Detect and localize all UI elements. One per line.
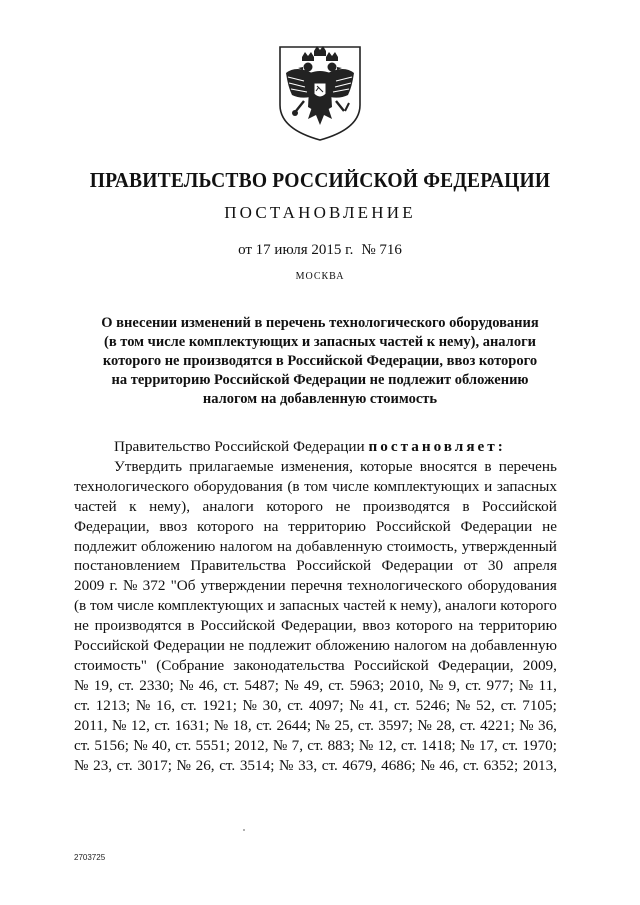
body-line bbox=[74, 716, 557, 736]
body-word: № bbox=[349, 696, 364, 714]
body-word: ст. bbox=[117, 676, 135, 694]
body-word: которого bbox=[396, 617, 453, 635]
body-word: нему), bbox=[149, 497, 190, 515]
body-word: 5963; bbox=[349, 676, 385, 694]
body-word: 977; bbox=[486, 676, 514, 694]
body-word: Федерации bbox=[460, 517, 533, 535]
document-number: № 716 bbox=[361, 242, 402, 258]
body-word: 4097; bbox=[308, 696, 344, 714]
body-word: 1921; bbox=[202, 696, 237, 714]
body-word: № bbox=[213, 716, 229, 734]
body-word: № bbox=[518, 676, 534, 694]
body-word: № bbox=[428, 676, 444, 694]
body-line bbox=[74, 576, 557, 596]
body-word: запасных bbox=[496, 477, 557, 495]
body-word: Российской bbox=[353, 656, 429, 674]
body-word: ввоз bbox=[159, 517, 188, 535]
date-line bbox=[0, 242, 640, 259]
body-word: (в bbox=[287, 477, 300, 495]
body-word: № bbox=[455, 696, 471, 714]
body-intro-action: постановляет: bbox=[368, 438, 506, 455]
document-type: ПОСТАНОВЛЕНИЕ bbox=[224, 203, 416, 222]
body-word: которого bbox=[197, 517, 254, 535]
body-word: ст. bbox=[154, 716, 171, 734]
body-word: ст. bbox=[219, 756, 236, 774]
body-word: Правительства bbox=[190, 557, 286, 575]
body-word: территорию bbox=[288, 517, 367, 535]
body-word: в bbox=[462, 497, 470, 515]
body-line bbox=[74, 457, 557, 477]
body-word: Российской bbox=[74, 637, 149, 655]
body-word: № bbox=[519, 716, 534, 734]
body-word: 5551; bbox=[195, 736, 231, 754]
body-word: № bbox=[417, 716, 432, 734]
body-word: № bbox=[176, 756, 192, 774]
body-word: от bbox=[463, 557, 478, 575]
body-word: Российской bbox=[200, 617, 276, 635]
body-word: 18, bbox=[232, 716, 252, 734]
body-word: нему), bbox=[400, 597, 442, 615]
body-word: 11, bbox=[538, 676, 557, 694]
body-word: 2009, bbox=[522, 656, 557, 674]
body-word: № bbox=[133, 736, 148, 754]
body-intro: Правительство Российской Федерации bbox=[114, 438, 365, 455]
document-subject bbox=[70, 314, 570, 409]
body-word: ст. bbox=[459, 716, 476, 734]
body-word: том bbox=[89, 597, 114, 615]
body-word: ст. bbox=[393, 696, 410, 714]
body-word: 2644; bbox=[276, 716, 312, 734]
body-word: 2011, bbox=[74, 716, 108, 734]
body-word: 12, bbox=[130, 716, 150, 734]
body-word: 5156; bbox=[94, 736, 129, 754]
body-word: № bbox=[74, 756, 89, 774]
body-word: 30 bbox=[487, 557, 504, 575]
body-word: утверждении bbox=[200, 577, 286, 595]
body-word: № bbox=[135, 696, 151, 714]
body-word: 16, bbox=[156, 696, 176, 714]
body-line bbox=[74, 676, 557, 696]
body-line bbox=[74, 556, 557, 576]
city: МОСКВА bbox=[295, 271, 345, 282]
body-word: г. bbox=[109, 577, 118, 595]
subject-line: налогом на добавленную стоимость bbox=[202, 391, 438, 407]
body-line bbox=[74, 696, 557, 716]
body-word: 2010, bbox=[389, 676, 424, 694]
body-word: не bbox=[74, 617, 89, 635]
body-word: 52, bbox=[475, 696, 495, 714]
body-word: комплектующих bbox=[157, 597, 264, 615]
body-word: частей bbox=[343, 597, 386, 615]
body-word: № bbox=[112, 716, 127, 734]
body-word: 3597; bbox=[378, 716, 413, 734]
body-word: 4679, bbox=[342, 756, 377, 774]
body-word: 46, bbox=[439, 756, 459, 774]
body-word: ст. bbox=[180, 696, 197, 714]
body-word: № bbox=[315, 716, 331, 734]
body-word: изменения, bbox=[280, 457, 353, 475]
body-word: 17, bbox=[478, 736, 498, 754]
body-word: на bbox=[263, 517, 279, 535]
body-word: постановлением bbox=[74, 557, 181, 575]
body-line bbox=[74, 596, 557, 616]
body-word: ввоз bbox=[362, 617, 391, 635]
body-word: стоимость, bbox=[386, 537, 458, 555]
body-word: которого bbox=[266, 497, 323, 515]
body-word: 19, bbox=[93, 676, 113, 694]
body-word: на bbox=[276, 537, 292, 555]
body-line bbox=[74, 537, 557, 557]
body-word: частей bbox=[74, 497, 117, 515]
body-word: № bbox=[272, 736, 288, 754]
body-word: ст. bbox=[400, 736, 417, 754]
body-word: 2013, bbox=[522, 756, 557, 774]
body-word: 1213; bbox=[95, 696, 131, 714]
body-word: 1631; bbox=[174, 716, 210, 734]
body-word: прилагаемые bbox=[189, 457, 274, 475]
subject-line: на территорию Российской Федерации не подлежит обложению bbox=[111, 372, 529, 388]
body-word: Российской bbox=[375, 517, 451, 535]
body-word: ст. bbox=[357, 716, 374, 734]
subject-line: которого не производятся в Российской Федерации, ввоз которого bbox=[102, 353, 538, 369]
body-line bbox=[74, 616, 557, 636]
body-word: 23, bbox=[93, 756, 113, 774]
body-word: оборудования bbox=[467, 577, 557, 595]
body-word: 30, bbox=[262, 696, 282, 714]
body-word: 7, bbox=[291, 736, 303, 754]
body-word: обложению bbox=[140, 537, 216, 555]
body-word: к bbox=[129, 497, 137, 515]
body-word: ст. bbox=[116, 756, 133, 774]
body-word: ст. bbox=[256, 716, 273, 734]
scan-dot bbox=[243, 829, 245, 831]
body-word: 2009 bbox=[74, 577, 105, 595]
body-word: не bbox=[542, 517, 557, 535]
body-word: подлежит bbox=[74, 537, 137, 555]
body-word: Федерации, bbox=[74, 517, 150, 535]
body-word: числе bbox=[332, 477, 369, 495]
body-word: 40, bbox=[151, 736, 171, 754]
body-word: 4686; bbox=[381, 756, 416, 774]
body-word: 28, bbox=[436, 716, 456, 734]
body-word: на bbox=[458, 617, 474, 635]
body-word: запасных bbox=[279, 597, 340, 615]
body-word: добавленную bbox=[296, 537, 383, 555]
body-word: 33, bbox=[298, 756, 318, 774]
body-word: перечень bbox=[498, 457, 557, 475]
body-word: 46, bbox=[198, 676, 218, 694]
body-word: ст. bbox=[465, 676, 482, 694]
body-word: ст. bbox=[223, 676, 240, 694]
subject-line: (в том числе комплектующих и запасных частей к нему), аналоги bbox=[103, 334, 537, 350]
body-word: не bbox=[335, 497, 351, 515]
body-word: и bbox=[267, 597, 276, 615]
document-code: 2703725 bbox=[74, 853, 106, 862]
body-word: 3514; bbox=[239, 756, 275, 774]
body-word: технологического bbox=[74, 477, 189, 495]
body-word: перечня bbox=[290, 577, 343, 595]
body-intro-line bbox=[74, 437, 557, 457]
body-word: 41, bbox=[369, 696, 389, 714]
body-word: ст. bbox=[462, 756, 480, 774]
body-word: 2330; bbox=[139, 676, 174, 694]
body-line bbox=[74, 517, 557, 537]
body-word: налогом bbox=[394, 637, 448, 655]
body-word: числе bbox=[117, 597, 154, 615]
body-word: не bbox=[229, 637, 245, 655]
body-word: "Об bbox=[170, 577, 196, 595]
body-word: производятся bbox=[362, 497, 450, 515]
body-word: в bbox=[187, 617, 195, 635]
body-word: № bbox=[179, 676, 194, 694]
body-word: Утвердить bbox=[114, 457, 183, 475]
body-word: ст. bbox=[500, 696, 517, 714]
body-word: № bbox=[74, 676, 89, 694]
body-word: Федерации, bbox=[281, 617, 357, 635]
body-word: ст. bbox=[287, 696, 304, 714]
coat-of-arms-emblem-icon bbox=[272, 43, 368, 143]
body-word: стоимость" bbox=[74, 656, 147, 674]
body-word: технологического bbox=[347, 577, 463, 595]
body-word: 2012, bbox=[234, 736, 269, 754]
body-word: ст. bbox=[502, 736, 519, 754]
body-word: № bbox=[284, 676, 299, 694]
body-word: апреля bbox=[513, 557, 557, 575]
body-word: 4221; bbox=[480, 716, 515, 734]
body-word: Федерации bbox=[381, 557, 454, 575]
body-word: и bbox=[484, 477, 493, 495]
body-word: налогом bbox=[219, 537, 273, 555]
body-word: к bbox=[389, 597, 397, 615]
body-word: подлежит bbox=[248, 637, 312, 655]
body-word: № bbox=[358, 736, 374, 754]
body-word: территорию bbox=[479, 617, 557, 635]
body-word: 26, bbox=[195, 756, 215, 774]
body-word: Федерации, bbox=[437, 656, 514, 674]
government-title: ПРАВИТЕЛЬСТВО РОССИЙСКОЙ ФЕДЕРАЦИИ bbox=[89, 168, 551, 192]
subject-line: О внесении изменений в перечень технологического оборудования bbox=[101, 315, 539, 331]
body-word: производятся bbox=[94, 617, 182, 635]
document-body bbox=[74, 437, 557, 775]
body-word: № bbox=[460, 736, 475, 754]
body-word: Федерации bbox=[153, 637, 225, 655]
body-word: ст. bbox=[328, 676, 345, 694]
body-word: добавленную bbox=[470, 637, 557, 655]
body-word: 7105; bbox=[522, 696, 557, 714]
body-word: № bbox=[123, 577, 138, 595]
body-word: 5246; bbox=[415, 696, 451, 714]
body-word: Российской bbox=[482, 497, 557, 515]
body-word: которого bbox=[500, 597, 557, 615]
body-word: № bbox=[420, 756, 435, 774]
body-word: 9, bbox=[448, 676, 460, 694]
body-word: (в bbox=[74, 597, 87, 615]
body-word: 1418; bbox=[421, 736, 456, 754]
body-word: аналоги bbox=[445, 597, 497, 615]
body-word: в bbox=[484, 457, 492, 475]
body-word: № bbox=[242, 696, 258, 714]
body-line bbox=[74, 477, 557, 497]
body-word: обложению bbox=[315, 637, 390, 655]
body-line bbox=[74, 736, 557, 756]
body-word: 6352; bbox=[483, 756, 519, 774]
body-word: 5487; bbox=[244, 676, 280, 694]
body-word: 25, bbox=[334, 716, 354, 734]
body-word: аналоги bbox=[202, 497, 254, 515]
body-word: оборудования bbox=[193, 477, 283, 495]
body-word: 49, bbox=[304, 676, 324, 694]
body-word: № bbox=[279, 756, 294, 774]
body-word: комплектующих bbox=[373, 477, 480, 495]
body-word: 1970; bbox=[522, 736, 557, 754]
body-word: Российской bbox=[296, 557, 372, 575]
body-line bbox=[74, 636, 557, 656]
body-word: (Собрание bbox=[156, 656, 225, 674]
body-word: утвержденный bbox=[461, 537, 557, 555]
body-line bbox=[74, 656, 557, 676]
body-word: ст. bbox=[307, 736, 324, 754]
body-word: 883; bbox=[327, 736, 355, 754]
body-word: 3017; bbox=[137, 756, 172, 774]
body-word: ст. bbox=[175, 736, 192, 754]
body-word: 12, bbox=[377, 736, 397, 754]
body-line bbox=[74, 497, 557, 517]
document-date: от 17 июля 2015 г. bbox=[238, 242, 354, 258]
body-word: вносятся bbox=[419, 457, 478, 475]
body-word: ст. bbox=[321, 756, 338, 774]
body-word: 36, bbox=[537, 716, 557, 734]
body-word: ст. bbox=[74, 696, 91, 714]
body-line bbox=[74, 756, 557, 776]
body-word: законодательства bbox=[233, 656, 345, 674]
body-word: которые bbox=[360, 457, 413, 475]
body-word: на bbox=[451, 637, 467, 655]
body-word: том bbox=[304, 477, 328, 495]
body-word: 372 bbox=[142, 577, 166, 595]
body-word: ст. bbox=[74, 736, 91, 754]
